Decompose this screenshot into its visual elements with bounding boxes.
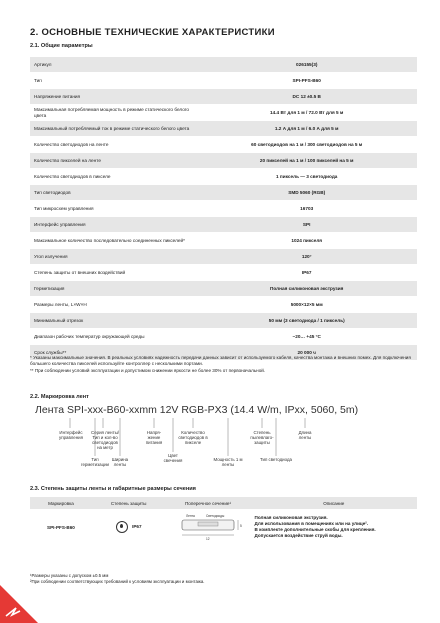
note-2: ** При соблюдении условий эксплуатации и допустимом снижении яркости не более 30% от первоначальной. [30,367,266,373]
param-name: Степень защиты от внешних воздействий [30,265,196,280]
brand-corner-logo [0,585,38,623]
section-label-leds: Светодиоды [205,513,225,518]
param-name: Тип светодиодов [30,185,196,200]
param-name: Артикул [30,57,196,72]
param-name: Максимальный потребляемый ток в режиме статического белого цвета [30,121,196,136]
label-power: Мощность 1 м ленты [213,457,243,467]
param-name: Угол излучения [30,249,196,264]
param-value: 1.2 А для 1 м / 6.0 А для 5 м [196,121,417,136]
param-value: 1 пиксель — 3 светодиода [196,169,417,184]
label-interface: Интерфейс управления [59,430,83,440]
param-value: Полная силиконовая экструзия [196,281,417,296]
param-value: SPI [196,217,417,232]
param-name: Максимальное количество последовательно соединенных пикселей* [30,233,196,248]
ip-water-icon [116,521,128,533]
cross-section-drawing [168,512,248,542]
param-value: −20… +45 °С [196,329,417,344]
ip-value: IP67 [132,524,142,530]
param-value: 16703 [196,201,417,216]
param-name: Размеры ленты, L×W×H [30,297,196,312]
subsection-marking: 2.2. Маркировка лент [30,394,89,400]
param-name: Количество светодиодов на ленте [30,137,196,152]
desc-line-3: В комплекте дополнительные скобы для крепления. [254,527,376,532]
subsection-general: 2.1. Общие параметры [30,43,93,49]
label-voltage: Напря- жение питания [145,430,163,445]
desc-line-2: Для использования в помещениях или на улице². [254,521,369,526]
param-name: Диапазон рабочих температур окружающей среды [30,329,196,344]
cell-marking: SPI-PFS-B60 [47,524,75,530]
desc-line-4: Допускается воздействие струй воды. [254,533,343,538]
param-value: 14.4 Вт для 1 м / 72.0 Вт для 5 м [196,105,417,120]
section-title: 2. ОСНОВНЫЕ ТЕХНИЧЕСКИЕ ХАРАКТЕРИСТИКИ [30,27,275,38]
param-name: Минимальный отрезок [30,313,196,328]
param-value: SMD 5060 (RGB) [196,185,417,200]
param-value: DC 12 ±0.5 В [196,89,417,104]
param-name: Интерфейс управления [30,217,196,232]
footnote-1: ¹Размеры указаны с допуском ±0.5 мм [30,573,109,578]
subsection-protection: 2.3. Степень защиты ленты и габаритные размеры сечения [30,486,196,492]
label-ip: Степень пылевлаго- защиты [250,430,274,445]
param-value: 20 пикселей на 1 м / 100 пикселей на 5 м [196,153,417,168]
label-series: Серия ленты/ Тип и кол-во светодиодов на метр [91,430,119,450]
cell-cross-section [165,509,250,545]
th-description: Описание [251,497,417,509]
label-leds-per-pixel: Количество светодиодов в пикселе [178,430,208,445]
param-name: Количество светодиодов в пикселе [30,169,196,184]
param-value: 60 светодиодов на 1 м / 300 светодиодов на 5 м [196,137,417,152]
marking-string: Лента SPI-xxx-B60-xxmm 12V RGB-PX3 (14.4 W/m, IPxx, 5060, 5m) [35,404,359,416]
param-value: 1024 пикселя [196,233,417,248]
param-name: Максимальная потребляемая мощность в режиме статического белого цвета [30,105,196,120]
th-ip: Степень защиты [92,497,166,509]
label-width: Ширина ленты [111,457,129,467]
desc-line-1: Полная силиконовая экструзия. [254,515,328,520]
label-led-type: Тип светодиода [260,457,292,462]
section-dim-height: 5 [239,523,242,528]
param-value: 20 000 ч [196,345,417,360]
footnote-2: ²При соблюдении соответствующих требований к условиям эксплуатации и монтажа. [30,579,205,584]
param-value: 120° [196,249,417,264]
label-color: Цвет свечения [163,453,183,463]
param-name: Тип микросхем управления [30,201,196,216]
param-name: Тип [30,73,196,88]
param-value: IP67 [196,265,417,280]
footnotes [30,573,205,585]
param-value: 026155(3) [196,57,417,72]
th-section: Поперечное сечение¹ [165,497,250,509]
param-name: Срок службы** [30,345,196,360]
protection-table [30,497,417,545]
th-marking: Маркировка [30,497,92,509]
param-name: Количество пикселей на ленте [30,153,196,168]
label-sealing: Тип герметизации [80,457,110,467]
note-1: * Указаны максимальные значения. В реальных условиях надежность передачи данных зависит от используемого кабеля, качества монтажа и внешних помех. Для подключения большего количества пикселей используйте контроллер с несколькими портами. [30,355,411,367]
param-name: Герметизация [30,281,196,296]
cell-description [251,509,417,545]
section-label-tape: Лента [185,513,195,518]
param-value: 5000×12×5 мм [196,297,417,312]
param-name: Напряжение питания [30,89,196,104]
section-dim-width: 12 [205,536,210,541]
param-value: SPI-PFS-B60 [196,73,417,88]
param-value: 50 мм (3 светодиода / 1 пиксель) [196,313,417,328]
label-length: Длина ленты [298,430,312,440]
cell-ip [92,509,166,545]
